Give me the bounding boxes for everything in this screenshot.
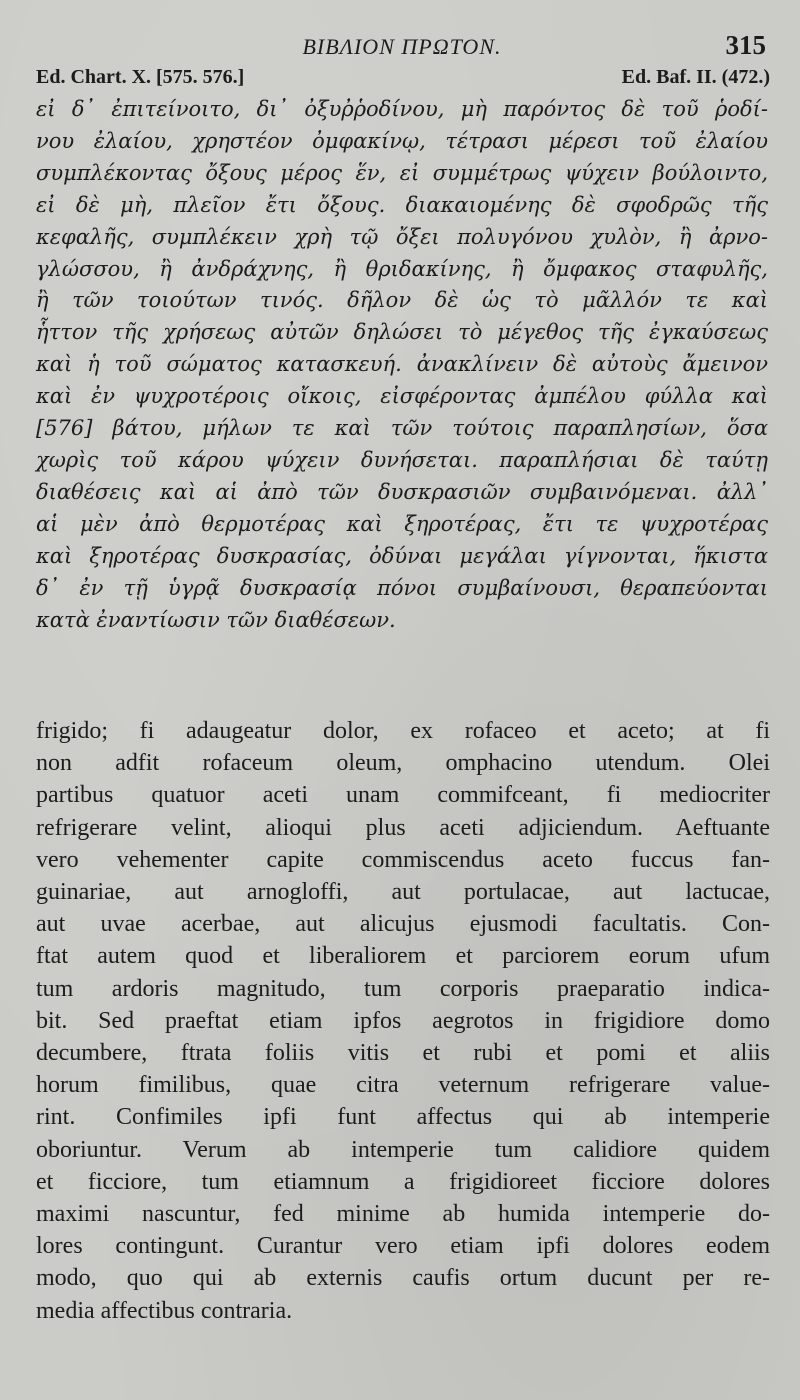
- greek-line: ἧττον τῆς χρήσεως αὐτῶν δηλώσει τὸ μέγεθος τῆς ἐγκαύσεως: [36, 320, 768, 345]
- latin-line: rint. Confimiles ipfi funt affectus qui ab intemperie: [36, 1104, 770, 1131]
- greek-line: γλώσσου, ἢ ἀνδράχνης, ἢ θριδακίνης, ἢ ὄμφακος σταφυλῆς,: [36, 256, 768, 281]
- latin-line: frigido; fi adaugeatur dolor, ex rofaceo et aceto; at fi: [36, 718, 770, 744]
- latin-line: refrigerare velint, alioqui plus aceti adjiciendum. Aeftuante: [36, 814, 770, 841]
- greek-line: χωρὶς τοῦ κάρου ψύχειν δυνήσεται. παραπλήσιαι δὲ ταύτῃ: [36, 447, 768, 472]
- greek-line: συμπλέκοντας ὄξους μέρος ἕν, εἰ συμμέτρως ψύχειν βούλοιντο,: [36, 160, 768, 185]
- greek-line: καὶ ξηροτέρας δυσκρασίας, ὀδύναι μεγάλαι γίγνονται, ἥκιστα: [36, 543, 768, 568]
- greek-line: δ᾽ ἐν τῇ ὑγρᾷ δυσκρασίᾳ πόνοι συμβαίνουσι, θεραπεύονται: [36, 575, 768, 600]
- latin-line: media affectibus contraria.: [36, 1297, 293, 1324]
- greek-line: αἱ μὲν ἀπὸ θερμοτέρας καὶ ξηροτέρας, ἔτι τε ψυχροτέρας: [36, 511, 768, 536]
- running-title: ΒΙΒΛΙΟΝ ΠΡΩΤΟΝ.: [302, 34, 502, 59]
- latin-line: aut uvae acerbae, aut alicujus ejusmodi facultatis. Con-: [36, 911, 770, 938]
- edition-reference-line: [36, 66, 770, 94]
- greek-text-block: [36, 94, 768, 636]
- latin-line: tum ardoris magnitudo, tum corporis praeparatio indica-: [36, 975, 770, 1002]
- running-head: [36, 30, 768, 64]
- latin-line: vero vehementer capite commiscendus aceto fuccus fan-: [36, 846, 770, 873]
- latin-line: partibus quatuor aceti unam commifceant, fi mediocriter: [36, 782, 770, 809]
- latin-line: et ficciore, tum etiamnum a frigidioreet ficciore dolores: [36, 1168, 770, 1195]
- latin-line: ftat autem quod et liberaliorem et parciorem eorum ufum: [36, 943, 770, 970]
- latin-line: decumbere, ftrata foliis vitis et rubi et pomi et aliis: [36, 1040, 770, 1067]
- greek-line: ἢ τῶν τοιούτων τινός. δῆλον δὲ ὡς τὸ μᾶλλόν τε καὶ: [36, 288, 768, 313]
- greek-line: κεφαλῆς, συμπλέκειν χρὴ τῷ ὄξει πολυγόνου χυλὸν, ἢ ἀρνο-: [36, 224, 768, 249]
- greek-line: καὶ ἡ τοῦ σώματος κατασκευή. ἀνακλίνειν δὲ αὐτοὺς ἄμεινον: [36, 352, 768, 377]
- latin-line: lores contingunt. Curantur vero etiam ipfi dolores eodem: [36, 1233, 770, 1260]
- page-number: 315: [725, 30, 766, 60]
- latin-line: horum fimilibus, quae citra veternum refrigerare value-: [36, 1072, 770, 1099]
- latin-line: bit. Sed praeftat etiam ipfos aegrotos in frigidiore domo: [36, 1007, 770, 1034]
- greek-line: [576] βάτου, μήλων τε καὶ τῶν τούτοις παραπλησίων, ὅσα: [36, 416, 768, 441]
- latin-line: non adfit rofaceum oleum, omphacino utendum. Olei: [36, 750, 770, 777]
- latin-line: modo, quo qui ab externis caufis ortum ducunt per re-: [36, 1265, 770, 1292]
- latin-text-block: [36, 715, 770, 1327]
- greek-line: κατὰ ἐναντίωσιν τῶν διαθέσεων.: [36, 607, 396, 632]
- edition-reference-chartier: Ed. Chart. X. [575. 576.]: [36, 66, 245, 88]
- edition-reference-basel: Ed. Baf. II. (472.): [621, 66, 770, 88]
- greek-line: καὶ ἐν ψυχροτέροις οἴκοις, εἰσφέροντας ἀμπέλου φύλλα καὶ: [36, 384, 768, 409]
- greek-line: νου ἐλαίου, χρηστέον ὀμφακίνῳ, τέτρασι μέρεσι τοῦ ἐλαίου: [36, 128, 768, 153]
- latin-line: guinariae, aut arnogloffi, aut portulacae, aut lactucae,: [36, 879, 770, 906]
- latin-line: maximi nascuntur, fed minime ab humida intemperie do-: [36, 1201, 770, 1228]
- latin-line: oboriuntur. Verum ab intemperie tum calidiore quidem: [36, 1136, 770, 1163]
- greek-line: εἰ δ᾽ ἐπιτείνοιτο, δι᾽ ὀξυῤῥοδίνου, μὴ παρόντος δὲ τοῦ ῥοδί-: [36, 97, 768, 121]
- greek-line: διαθέσεις καὶ αἱ ἀπὸ τῶν δυσκρασιῶν συμβαινόμεναι. ἀλλ᾽: [36, 479, 768, 504]
- greek-line: εἰ δὲ μὴ, πλεῖον ἔτι ὄξους. διακαιομένης δὲ σφοδρῶς τῆς: [36, 192, 768, 217]
